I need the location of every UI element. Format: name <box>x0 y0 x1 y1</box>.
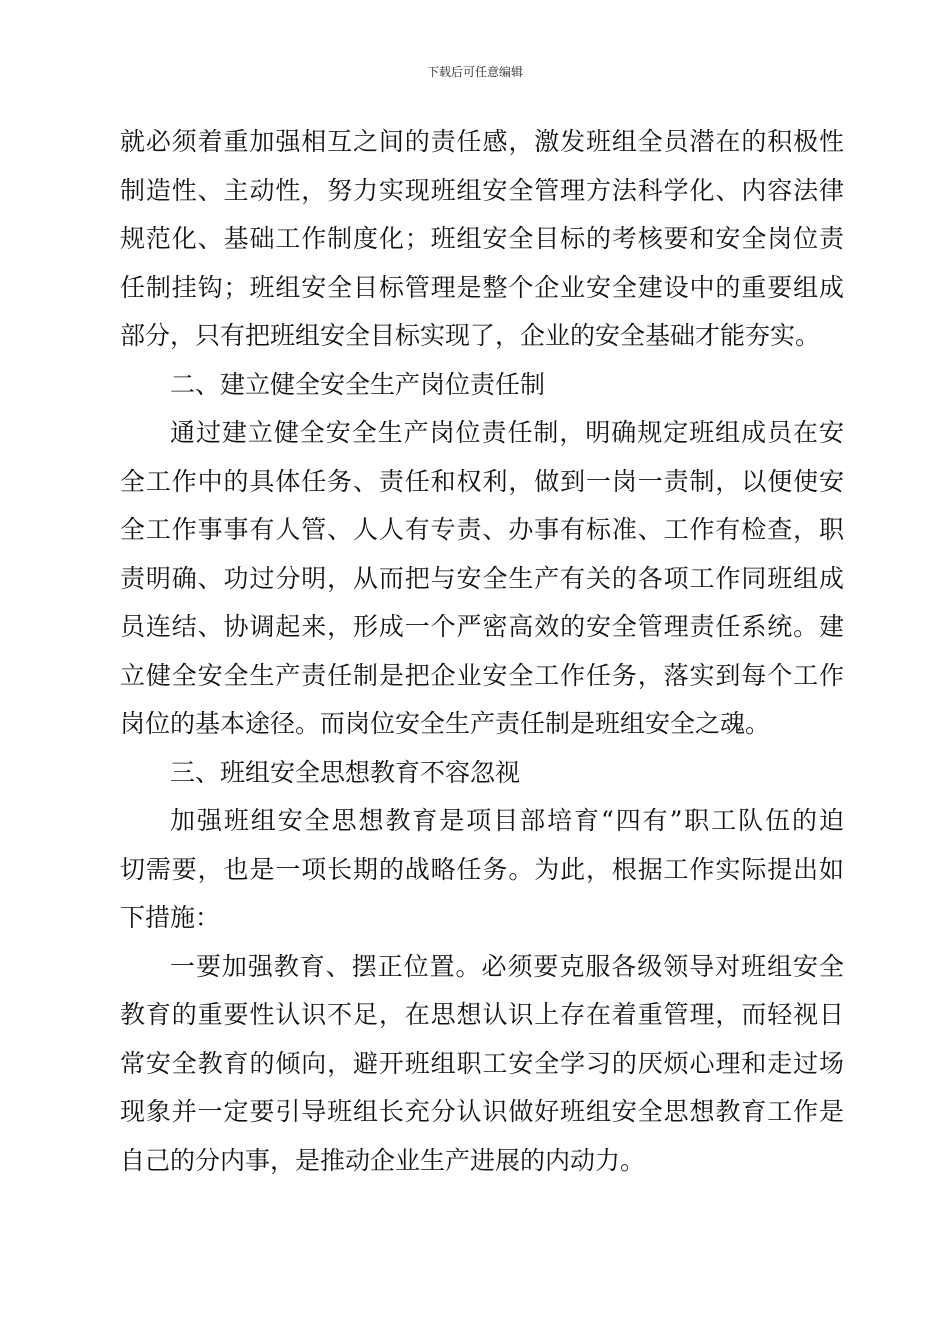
text-line: 全工作中的具体任务、责任和权利，做到一岗一责制，以便使安 <box>120 466 844 496</box>
text-line: 下措施： <box>120 903 221 932</box>
text-line: 规范化、基础工作制度化；班组安全目标的考核要和安全岗位责 <box>120 224 844 253</box>
text-line: 常安全教育的倾向，避开班组职工安全学习的厌烦心理和走过场 <box>120 1048 844 1078</box>
text-line: 员连结、协调起来，形成一个严密高效的安全管理责任系统。建 <box>120 612 844 641</box>
text-line: 全工作事事有人管、人人有专责、办事有标准、工作有检查，职 <box>120 515 844 544</box>
text-line: 教育的重要性认识不足，在思想认识上存在着重管理，而轻视日 <box>120 1000 844 1029</box>
text-line: 立健全安全生产责任制是把企业安全工作任务，落实到每个工作 <box>120 660 844 690</box>
text-line: 三、班组安全思想教育不容忽视 <box>170 757 521 787</box>
text-line: 一要加强教育、摆正位置。必须要克服各级领导对班组安全 <box>170 951 844 981</box>
text-line: 通过建立健全安全生产岗位责任制，明确规定班组成员在安 <box>170 418 844 447</box>
text-line: 自己的分内事，是推动企业生产进展的内动力。 <box>120 1145 646 1175</box>
text-line: 任制挂钩；班组安全目标管理是整个企业安全建设中的重要组成 <box>120 272 844 302</box>
text-line: 岗位的基本途径。而岗位安全生产责任制是班组安全之魂。 <box>120 709 771 738</box>
text-line: 部分，只有把班组安全目标实现了，企业的安全基础才能夯实。 <box>120 321 821 350</box>
text-line: 二、建立健全安全生产岗位责任制 <box>170 369 546 399</box>
text-line: 加强班组安全思想教育是项目部培育“四有”职工队伍的迫 <box>170 806 844 835</box>
page-header: 下载后可任意编辑 <box>426 65 523 79</box>
text-line: 制造性、主动性，努力实现班组安全管理方法科学化、内容法律 <box>120 175 844 205</box>
text-line: 责明确、功过分明，从而把与安全生产有关的各项工作同班组成 <box>120 563 844 593</box>
document-body <box>120 118 844 1185</box>
text-line: 现象并一定要引导班组长充分认识做好班组安全思想教育工作是 <box>120 1097 844 1126</box>
text-line: 切需要，也是一项长期的战略任务。为此，根据工作实际提出如 <box>120 854 844 884</box>
text-line: 就必须着重加强相互之间的责任感，激发班组全员潜在的积极性 <box>120 127 844 156</box>
